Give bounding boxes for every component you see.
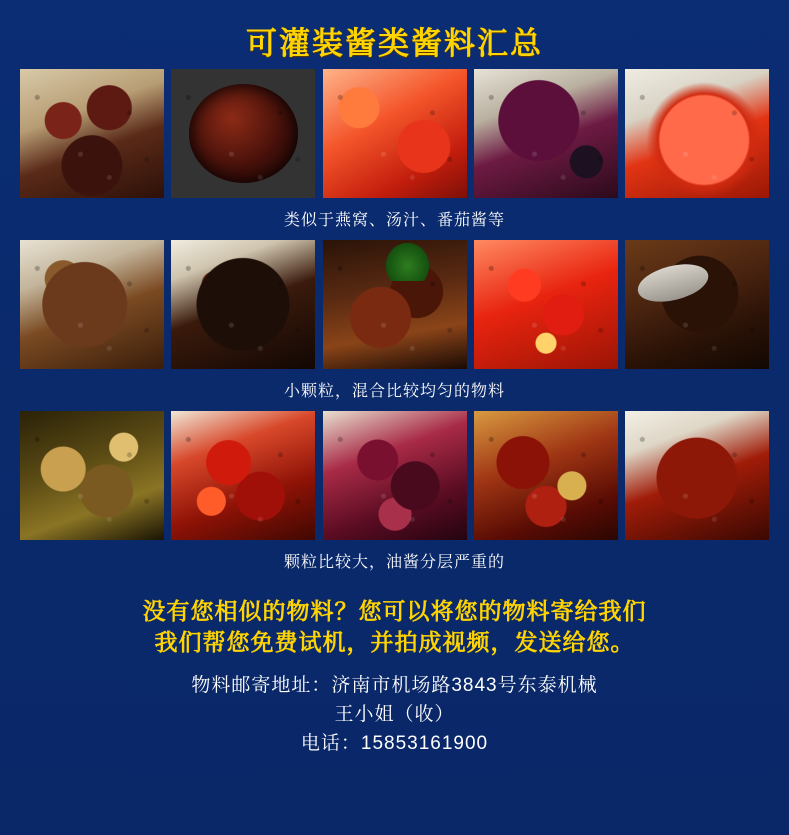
image-cell — [323, 411, 467, 540]
page-title: 可灌装酱类酱料汇总 — [246, 26, 543, 61]
image-row-2 — [0, 240, 789, 369]
mailing-address: 物料邮寄地址：济南市机场路3843号东泰机械 — [191, 674, 598, 696]
contact-block — [0, 659, 789, 759]
image-cell — [474, 69, 618, 198]
promo-block — [0, 582, 789, 659]
image-cell — [474, 411, 618, 540]
image-cell — [171, 411, 315, 540]
image-cell — [20, 411, 164, 540]
row-caption-2: 小颗粒，混合比较均匀的物料 — [283, 383, 505, 400]
image-cell — [20, 69, 164, 198]
row-caption-3: 颗粒比较大，油酱分层严重的 — [283, 554, 505, 571]
image-cell — [323, 69, 467, 198]
contact-phone: 电话：15853161900 — [300, 733, 489, 755]
image-cell — [171, 240, 315, 369]
image-cell — [625, 69, 769, 198]
image-cell — [20, 240, 164, 369]
contact-person: 王小姐（收） — [334, 703, 455, 725]
promo-line-2: 我们帮您免费试机，并拍成视频，发送给您。 — [154, 629, 635, 656]
image-row-1 — [0, 69, 789, 198]
image-cell — [323, 240, 467, 369]
image-cell — [625, 411, 769, 540]
image-cell — [474, 240, 618, 369]
image-cell — [171, 69, 315, 198]
image-cell — [625, 240, 769, 369]
promo-line-1: 没有您相似的物料？您可以将您的物料寄给我们 — [142, 598, 647, 624]
row-caption-1: 类似于燕窝、汤汁、番茄酱等 — [283, 212, 505, 229]
image-row-3 — [0, 411, 789, 540]
